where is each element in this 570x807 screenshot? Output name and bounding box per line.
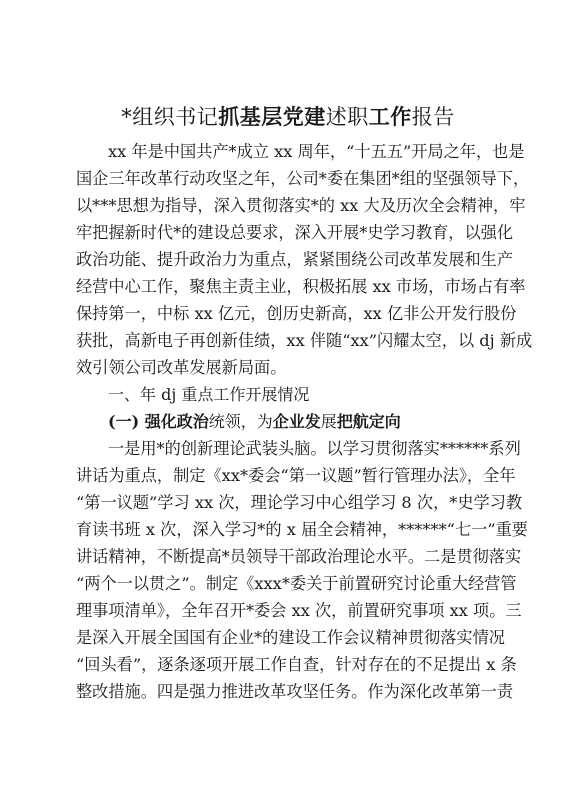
document-page [76, 100, 533, 705]
intro-line: 牢把握新时代*的建设总要求，深入开展*史学习教育，以强化 [76, 223, 514, 242]
title-part-1: *组织书记 [121, 105, 219, 129]
body-line: “回头看”，逐条逐项开展工作自查，针对存在的不足提出 x 条 [76, 655, 517, 674]
subsection-heading-part-3: 统领，为 [208, 412, 273, 431]
intro-line: 获批，高新电子再创新佳绩，xx 伴随“xx”闪耀太空，以 dj 新成 [76, 331, 533, 350]
title-part-5: 工作 [368, 104, 412, 129]
intro-line: xx 年是中国共产*成立 xx 周年，“十五五”开局之年，也是 [108, 142, 525, 161]
title-part-2: 抓基层 [218, 104, 283, 129]
body-line: 理事项清单》，全年召开*委会 xx 次，前置研究事项 xx 项。三 [76, 601, 522, 620]
intro-line: 经营中心工作，聚焦主责主业，积极拓展 xx 市场，市场占有率 [76, 277, 526, 296]
body-line: 一是用*的创新理论武装头脑。以学习贯彻落实******系列 [108, 439, 521, 458]
intro-paragraph [76, 138, 533, 381]
title-part-3: 党建 [282, 104, 326, 129]
subsection-heading-part-2: 化政治 [160, 412, 209, 431]
subsection-heading [76, 408, 500, 435]
body-line: 育读书班 x 次，深入学习*的 x 届全会精神，******“七一”重要 [76, 520, 528, 539]
body-line: 讲话精神，不断提高*员领导干部政治理论水平。二是贯彻落实 [76, 547, 522, 566]
intro-line: 以***思想为指导，深入贯彻落实*的 xx 大及历次全会精神，牢 [76, 196, 526, 215]
body-line: 是深入开展全国国有企业*的建设工作会议精神贯彻落实情况 [76, 628, 505, 647]
intro-line: 政治功能、提升政治力为重点，紧紧围绕公司改革发展和生产 [76, 250, 514, 269]
intro-line: 效引领公司改革发展新局面。 [76, 358, 287, 377]
body-line: “第一议题”学习 xx 次，理论学习中心组学习 8 次，*史学习教 [76, 493, 523, 512]
intro-line: 国企三年改革行动攻坚之年，公司*委在集团*组的坚强领导下， [76, 169, 530, 188]
body-line: 整改措施。四是强力推进改革攻坚任务。作为深化改革第一责 [76, 682, 514, 701]
title-part-6: 报告 [411, 105, 455, 129]
body-paragraph [76, 435, 528, 705]
subsection-heading-part-1: (一) 强 [108, 412, 161, 431]
intro-line: 保持第一，中标 xx 亿元，创历史新高，xx 亿非公开发行股份 [76, 304, 517, 323]
subsection-heading-part-5: 展 [320, 412, 337, 431]
subsection-heading-part-6: 把航定向 [336, 412, 401, 431]
subsection-heading-part-4: 企业发 [272, 412, 321, 431]
title-part-4: 述职 [325, 105, 369, 129]
document-title [76, 100, 500, 134]
body-line: “两个一以贯之”。制定《xxx*委关于前置研究讨论重大经营管 [76, 574, 517, 593]
section-heading: 一、年 dj 重点工作开展情况 [108, 385, 310, 404]
body-line: 讲话为重点，制定《xx*委会“第一议题”暂行管理办法》，全年 [76, 466, 516, 485]
